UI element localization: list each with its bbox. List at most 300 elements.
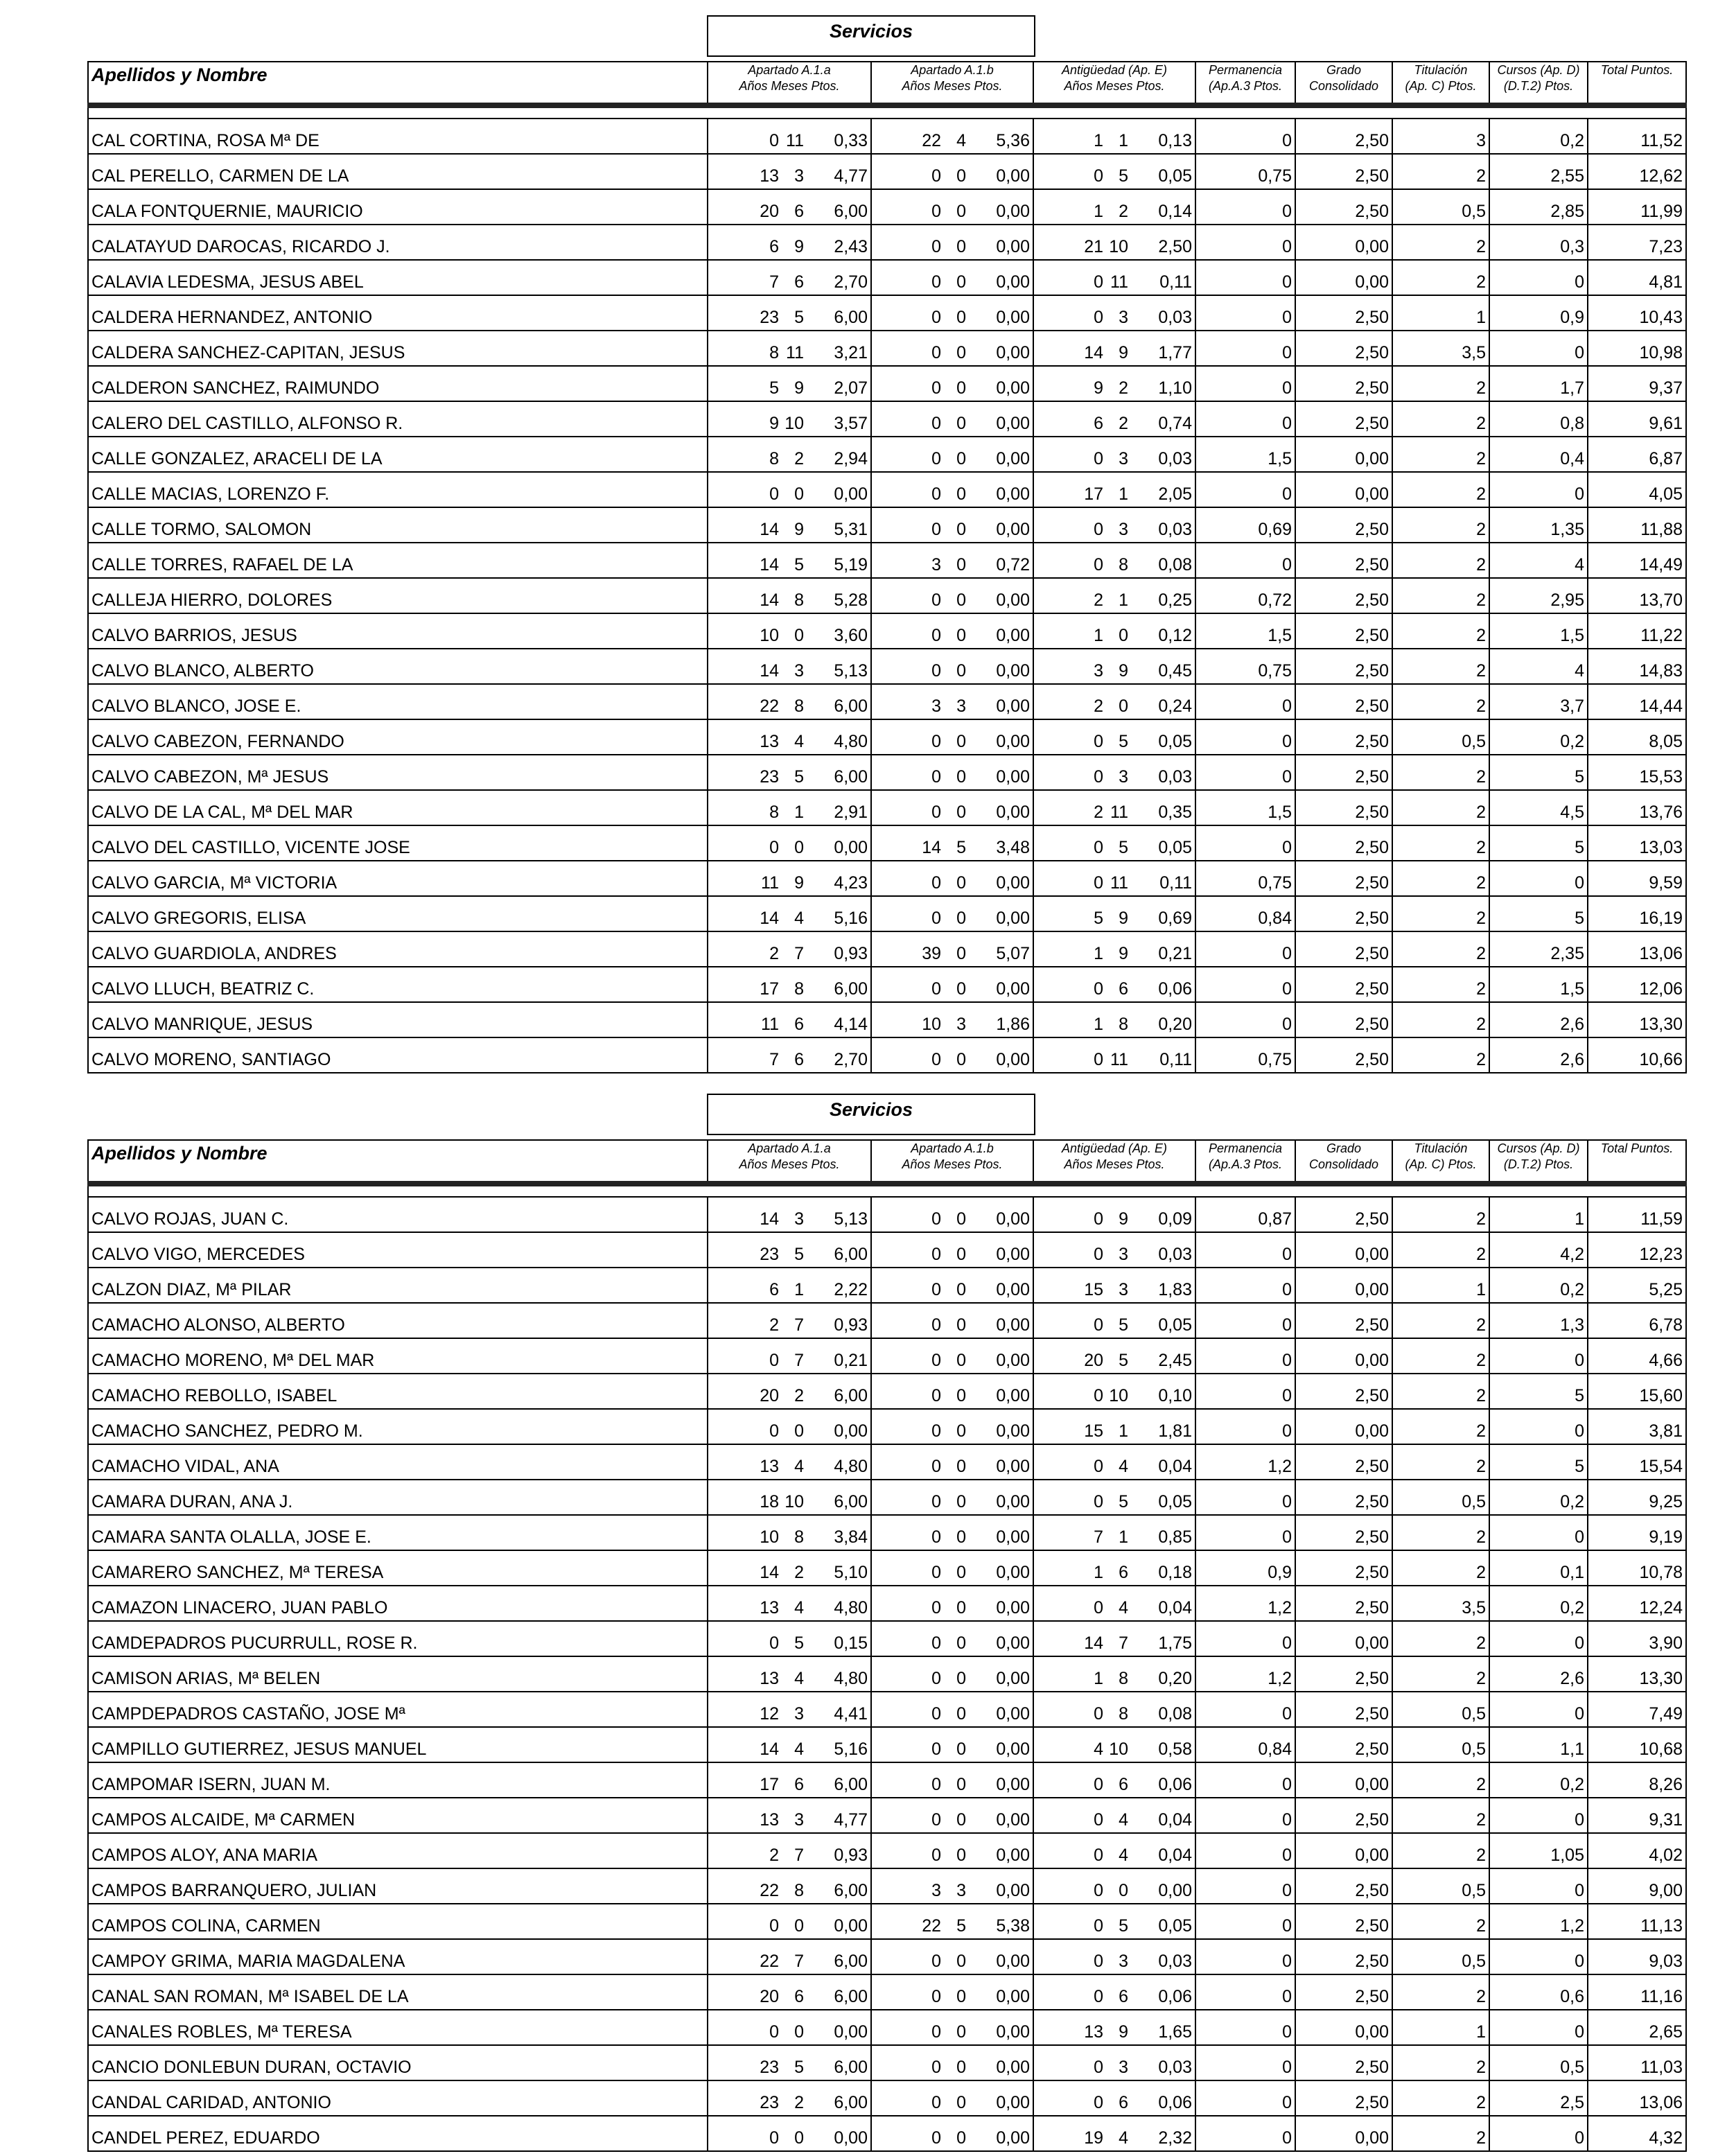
value-anos: 2 [1094,696,1103,716]
value-meses: 7 [794,944,804,963]
cell-grado: 2,50 [1295,331,1392,366]
cell-titulacion: 0,5 [1392,719,1489,755]
value-meses: 0 [956,1987,966,2006]
header-line-1: Permanencia [1208,63,1283,77]
value-meses: 5 [1119,1492,1128,1511]
value-ptos: 4,14 [834,1015,868,1034]
value-anos: 13 [760,1457,779,1476]
cell-total: 10,66 [1588,1037,1686,1073]
cell-permanencia: 0,69 [1195,507,1295,543]
cell-antiguedad [1033,507,1195,543]
cell-antiguedad [1033,2116,1195,2151]
value-anos: 17 [760,1775,779,1794]
value-anos: 13 [1084,2022,1103,2042]
cell-permanencia: 0 [1195,2116,1295,2151]
anos-meses-ptos [872,272,1033,292]
cell-name: CAMPILLO GUTIERREZ, JESUS MANUEL [88,1727,708,1762]
value-meses: 5 [1119,838,1128,857]
cell-antiguedad [1033,931,1195,967]
cell-a1b [871,1586,1033,1621]
cell-titulacion: 2 [1392,931,1489,967]
anos-meses-ptos [1034,803,1195,823]
anos-meses-ptos [1034,1810,1195,1830]
anos-meses-ptos [708,2058,870,2078]
table-row [88,331,1686,366]
value-anos: 0 [931,202,941,221]
value-anos: 20 [1084,1351,1103,1370]
value-ptos: 0,00 [996,2128,1030,2148]
cell-total: 9,19 [1588,1515,1686,1550]
value-anos: 0 [931,626,941,645]
value-anos: 14 [760,520,779,539]
cell-cursos: 2,5 [1489,2080,1588,2116]
cell-grado: 2,50 [1295,1444,1392,1480]
cell-name: CALLE TORMO, SALOMON [88,507,708,543]
cell-a1a [708,1762,871,1798]
cell-a1a [708,1338,871,1374]
cell-titulacion: 2 [1392,755,1489,790]
anos-meses-ptos [708,732,870,752]
cell-cursos: 1 [1489,1197,1588,1232]
value-meses: 10 [785,1492,804,1511]
cell-total: 13,03 [1588,825,1686,861]
value-meses: 3 [794,1704,804,1724]
cell-titulacion: 0,5 [1392,1939,1489,1974]
value-meses: 4 [794,1457,804,1476]
cell-permanencia: 0 [1195,260,1295,295]
anos-meses-ptos [1034,944,1195,964]
anos-meses-ptos [872,166,1033,186]
anos-meses-ptos [708,343,870,363]
cell-a1b [871,1762,1033,1798]
anos-meses-ptos [1034,1245,1195,1265]
cell-name: CAMPOS BARRANQUERO, JULIAN [88,1868,708,1904]
value-anos: 0 [931,1633,941,1653]
header-line-2: (Ap. C) Ptos. [1405,79,1477,93]
cell-grado: 2,50 [1295,154,1392,189]
cell-titulacion: 2 [1392,1374,1489,1409]
header-cursos [1489,62,1588,105]
cell-antiguedad [1033,1868,1195,1904]
value-ptos: 0,05 [1158,1492,1192,1511]
value-anos: 2 [1094,590,1103,610]
anos-meses-ptos [708,1563,870,1583]
cell-a1a [708,931,871,967]
value-meses: 9 [794,873,804,893]
value-ptos: 0,00 [834,2128,868,2148]
cell-a1b [871,1515,1033,1550]
anos-meses-ptos [872,484,1033,505]
value-ptos: 1,77 [1158,343,1192,362]
cell-a1a [708,967,871,1002]
cell-a1a [708,154,871,189]
value-anos: 0 [1094,1315,1103,1335]
cell-name: CALVO BARRIOS, JESUS [88,613,708,649]
anos-meses-ptos [708,1280,870,1300]
header-row [88,62,1686,105]
anos-meses-ptos [872,1209,1033,1229]
table-row [88,1515,1686,1550]
value-ptos: 2,32 [1158,2128,1192,2148]
cell-grado: 2,50 [1295,1904,1392,1939]
value-ptos: 1,86 [996,1015,1030,1034]
cell-titulacion: 2 [1392,1409,1489,1444]
cell-cursos: 0,2 [1489,1762,1588,1798]
cell-cursos: 1,7 [1489,366,1588,401]
cell-name: CAMISON ARIAS, Mª BELEN [88,1656,708,1692]
cell-name: CALVO LLUCH, BEATRIZ C. [88,967,708,1002]
header-antiguedad [1033,1140,1195,1184]
cell-cursos: 0 [1489,1409,1588,1444]
cell-a1b [871,472,1033,507]
value-anos: 14 [760,909,779,928]
anos-meses-ptos [708,2022,870,2042]
cell-name: CAMPOY GRIMA, MARIA MAGDALENA [88,1939,708,1974]
anos-meses-ptos [708,272,870,292]
cell-permanencia: 0 [1195,225,1295,260]
cell-a1a [708,2045,871,2080]
value-anos: 0 [931,237,941,256]
cell-permanencia: 0,75 [1195,861,1295,896]
cell-antiguedad [1033,861,1195,896]
anos-meses-ptos [708,696,870,717]
value-ptos: 5,38 [996,1916,1030,1936]
value-anos: 14 [760,590,779,610]
header-total-puntos [1588,62,1686,105]
cell-name: CALVO VIGO, MERCEDES [88,1232,708,1268]
cell-cursos: 1,35 [1489,507,1588,543]
value-meses: 11 [1110,1050,1128,1069]
anos-meses-ptos [708,909,870,929]
value-anos: 10 [922,1015,941,1034]
header-line-2: Años Meses Ptos. [739,79,840,93]
cell-grado: 2,50 [1295,2045,1392,2080]
value-anos: 0 [1094,1775,1103,1794]
cell-grado: 0,00 [1295,225,1392,260]
anos-meses-ptos [708,1633,870,1654]
header-line-1: Apartado A.1.a [748,1141,831,1155]
value-anos: 0 [1094,1810,1103,1830]
value-anos: 0 [1094,1050,1103,1069]
value-anos: 0 [931,1386,941,1405]
value-anos: 0 [931,166,941,186]
anos-meses-ptos [1034,1775,1195,1795]
cell-a1a [708,1002,871,1037]
value-ptos: 0,00 [996,1704,1030,1724]
cell-antiguedad [1033,1515,1195,1550]
value-anos: 17 [1084,484,1103,504]
table-row [88,1303,1686,1338]
cell-a1a [708,260,871,295]
header-line-2: Años Meses Ptos. [902,1157,1003,1171]
cell-antiguedad [1033,331,1195,366]
value-anos: 0 [931,343,941,362]
cell-a1b [871,507,1033,543]
cell-name: CAMPDEPADROS CASTAÑO, JOSE Mª [88,1692,708,1727]
cell-grado: 2,50 [1295,119,1392,154]
cell-antiguedad [1033,1621,1195,1656]
cell-a1b [871,1232,1033,1268]
table-row [88,295,1686,331]
value-anos: 0 [1094,732,1103,751]
cell-permanencia: 0 [1195,543,1295,578]
table-row [88,2045,1686,2080]
value-anos: 0 [931,378,941,398]
cell-permanencia: 0 [1195,2045,1295,2080]
cell-cursos: 0 [1489,1515,1588,1550]
value-meses: 0 [956,237,966,256]
anos-meses-ptos [708,1739,870,1760]
cell-cursos: 5 [1489,1444,1588,1480]
cell-grado: 0,00 [1295,260,1392,295]
anos-meses-ptos [872,1245,1033,1265]
header-line-2: Consolidado [1308,79,1379,93]
cell-titulacion: 0,5 [1392,1727,1489,1762]
value-anos: 0 [1094,2093,1103,2112]
cell-a1b [871,154,1033,189]
value-meses: 6 [1119,979,1128,999]
cell-cursos: 0 [1489,472,1588,507]
header-line-1: Grado [1326,1141,1362,1155]
anos-meses-ptos [708,626,870,646]
cell-permanencia: 0,72 [1195,578,1295,613]
cell-grado: 2,50 [1295,1939,1392,1974]
value-anos: 3 [931,1881,941,1900]
value-ptos: 6,00 [834,1881,868,1900]
cell-titulacion: 2 [1392,684,1489,719]
cell-name: CALLE TORRES, RAFAEL DE LA [88,543,708,578]
anos-meses-ptos [872,803,1033,823]
cell-grado: 0,00 [1295,1762,1392,1798]
value-ptos: 0,00 [996,449,1030,468]
value-meses: 10 [1109,1739,1128,1759]
value-ptos: 0,00 [996,1280,1030,1299]
cell-a1b [871,2116,1033,2151]
anos-meses-ptos [872,1563,1033,1583]
value-meses: 8 [794,1881,804,1900]
value-meses: 4 [794,1669,804,1688]
anos-meses-ptos [1034,2022,1195,2042]
cell-a1a [708,366,871,401]
cell-cursos: 0 [1489,2010,1588,2045]
header-apartado-a1a [708,1140,871,1184]
value-meses: 0 [956,1457,966,1476]
cell-titulacion: 2 [1392,825,1489,861]
cell-antiguedad [1033,1550,1195,1586]
cell-permanencia: 0 [1195,1798,1295,1833]
value-anos: 0 [1094,1245,1103,1264]
cell-a1a [708,1374,871,1409]
anos-meses-ptos [872,944,1033,964]
cell-grado: 2,50 [1295,896,1392,931]
cell-cursos: 5 [1489,1374,1588,1409]
value-anos: 0 [1094,1598,1103,1618]
table-row [88,1692,1686,1727]
cell-grado: 2,50 [1295,189,1392,225]
value-ptos: 0,00 [996,1386,1030,1405]
cell-cursos: 4 [1489,543,1588,578]
cell-cursos: 0 [1489,1868,1588,1904]
value-anos: 0 [931,873,941,893]
value-meses: 5 [794,1245,804,1264]
value-meses: 9 [794,237,804,256]
value-ptos: 0,00 [996,1527,1030,1547]
value-meses: 4 [794,909,804,928]
header-line-1: Apartado A.1.b [911,63,994,77]
cell-permanencia: 0,75 [1195,1037,1295,1073]
cell-a1b [871,2045,1033,2080]
cell-cursos: 0 [1489,1338,1588,1374]
cell-name: CAMACHO ALONSO, ALBERTO [88,1303,708,1338]
table-row [88,861,1686,896]
cell-a1a [708,401,871,437]
anos-meses-ptos [708,378,870,398]
anos-meses-ptos [872,2093,1033,2113]
value-ptos: 0,00 [996,1598,1030,1618]
value-anos: 2 [769,1846,779,1865]
value-ptos: 0,08 [1158,555,1192,575]
cell-a1a [708,1586,871,1621]
value-ptos: 0,00 [996,272,1030,292]
anos-meses-ptos [872,449,1033,469]
cell-cursos: 0,6 [1489,1974,1588,2010]
anos-meses-ptos [872,1527,1033,1548]
anos-meses-ptos [708,520,870,540]
cell-grado: 2,50 [1295,931,1392,967]
value-meses: 0 [794,2022,804,2042]
cell-total: 11,99 [1588,189,1686,225]
cell-a1a [708,1480,871,1515]
table-row [88,507,1686,543]
cell-cursos: 1,3 [1489,1303,1588,1338]
cell-titulacion: 2 [1392,1232,1489,1268]
table-row [88,1833,1686,1868]
cell-total: 13,70 [1588,578,1686,613]
cell-grado: 2,50 [1295,1868,1392,1904]
value-ptos: 0,00 [834,838,868,857]
value-anos: 0 [1094,1457,1103,1476]
cell-a1a [708,755,871,790]
value-ptos: 0,06 [1158,1987,1192,2006]
value-ptos: 2,43 [834,237,868,256]
cell-antiguedad [1033,154,1195,189]
table-row [88,931,1686,967]
cell-grado: 2,50 [1295,295,1392,331]
value-meses: 0 [1119,1881,1128,1900]
cell-a1b [871,1621,1033,1656]
value-meses: 1 [1119,1421,1128,1441]
cell-grado: 2,50 [1295,1798,1392,1833]
header-separator [88,1184,1686,1197]
value-meses: 5 [794,555,804,575]
table-row [88,2010,1686,2045]
value-anos: 0 [769,2128,779,2148]
value-anos: 0 [769,1351,779,1370]
value-ptos: 0,03 [1158,308,1192,327]
value-meses: 0 [956,1209,966,1229]
anos-meses-ptos [708,803,870,823]
cell-antiguedad [1033,1444,1195,1480]
value-anos: 10 [760,1527,779,1547]
value-meses: 0 [956,1810,966,1830]
value-meses: 5 [956,838,966,857]
value-ptos: 0,00 [996,484,1030,504]
cell-a1a [708,1692,871,1727]
header-grado-consolidado [1295,62,1392,105]
cell-name: CALATAYUD DAROCAS, RICARDO J. [88,225,708,260]
value-ptos: 1,83 [1158,1280,1192,1299]
cell-permanencia: 0 [1195,2010,1295,2045]
cell-grado: 0,00 [1295,1338,1392,1374]
cell-a1b [871,260,1033,295]
cell-a1a [708,119,871,154]
anos-meses-ptos [1034,414,1195,434]
anos-meses-ptos [1034,1315,1195,1335]
anos-meses-ptos [1034,1421,1195,1441]
value-anos: 0 [1094,1492,1103,1511]
anos-meses-ptos [708,1351,870,1371]
value-meses: 2 [794,2093,804,2112]
header-line-2: (D.T.2) Ptos. [1503,79,1574,93]
cell-grado: 2,50 [1295,1656,1392,1692]
anos-meses-ptos [708,414,870,434]
cell-permanencia: 0 [1195,1621,1295,1656]
anos-meses-ptos [1034,2128,1195,2148]
cell-name: CAMPOS COLINA, CARMEN [88,1904,708,1939]
value-anos: 1 [1094,202,1103,221]
points-table [87,61,1687,1073]
value-anos: 15 [1084,1280,1103,1299]
value-ptos: 5,28 [834,590,868,610]
anos-meses-ptos [1034,873,1195,893]
value-meses: 9 [1119,2022,1128,2042]
value-meses: 6 [794,1015,804,1034]
servicios-header: Servicios [707,15,1035,57]
cell-cursos: 0 [1489,1798,1588,1833]
header-line-2: (Ap.A.3 Ptos. [1208,1157,1283,1171]
value-ptos: 0,21 [1158,944,1192,963]
value-meses: 0 [956,2022,966,2042]
header-row [88,1140,1686,1184]
anos-meses-ptos [872,1846,1033,1866]
cell-titulacion: 2 [1392,1303,1489,1338]
cell-permanencia: 0 [1195,2080,1295,2116]
anos-meses-ptos [708,1315,870,1335]
value-meses: 9 [1119,343,1128,362]
anos-meses-ptos [708,1492,870,1512]
cell-a1b [871,2080,1033,2116]
value-ptos: 0,04 [1158,1846,1192,1865]
value-ptos: 0,35 [1158,803,1192,822]
value-anos: 1 [1094,944,1103,963]
cell-cursos: 0,5 [1489,2045,1588,2080]
anos-meses-ptos [708,838,870,858]
anos-meses-ptos [1034,1527,1195,1548]
cell-permanencia: 0 [1195,684,1295,719]
table-row [88,684,1686,719]
cell-cursos: 0,9 [1489,295,1588,331]
cell-permanencia: 0,84 [1195,1727,1295,1762]
cell-titulacion: 2 [1392,1762,1489,1798]
value-ptos: 0,93 [834,1846,868,1865]
value-anos: 0 [1094,1704,1103,1724]
value-meses: 11 [786,343,804,362]
anos-meses-ptos [1034,838,1195,858]
cell-a1a [708,2010,871,2045]
value-anos: 0 [931,803,941,822]
value-meses: 5 [794,767,804,787]
value-anos: 0 [931,767,941,787]
